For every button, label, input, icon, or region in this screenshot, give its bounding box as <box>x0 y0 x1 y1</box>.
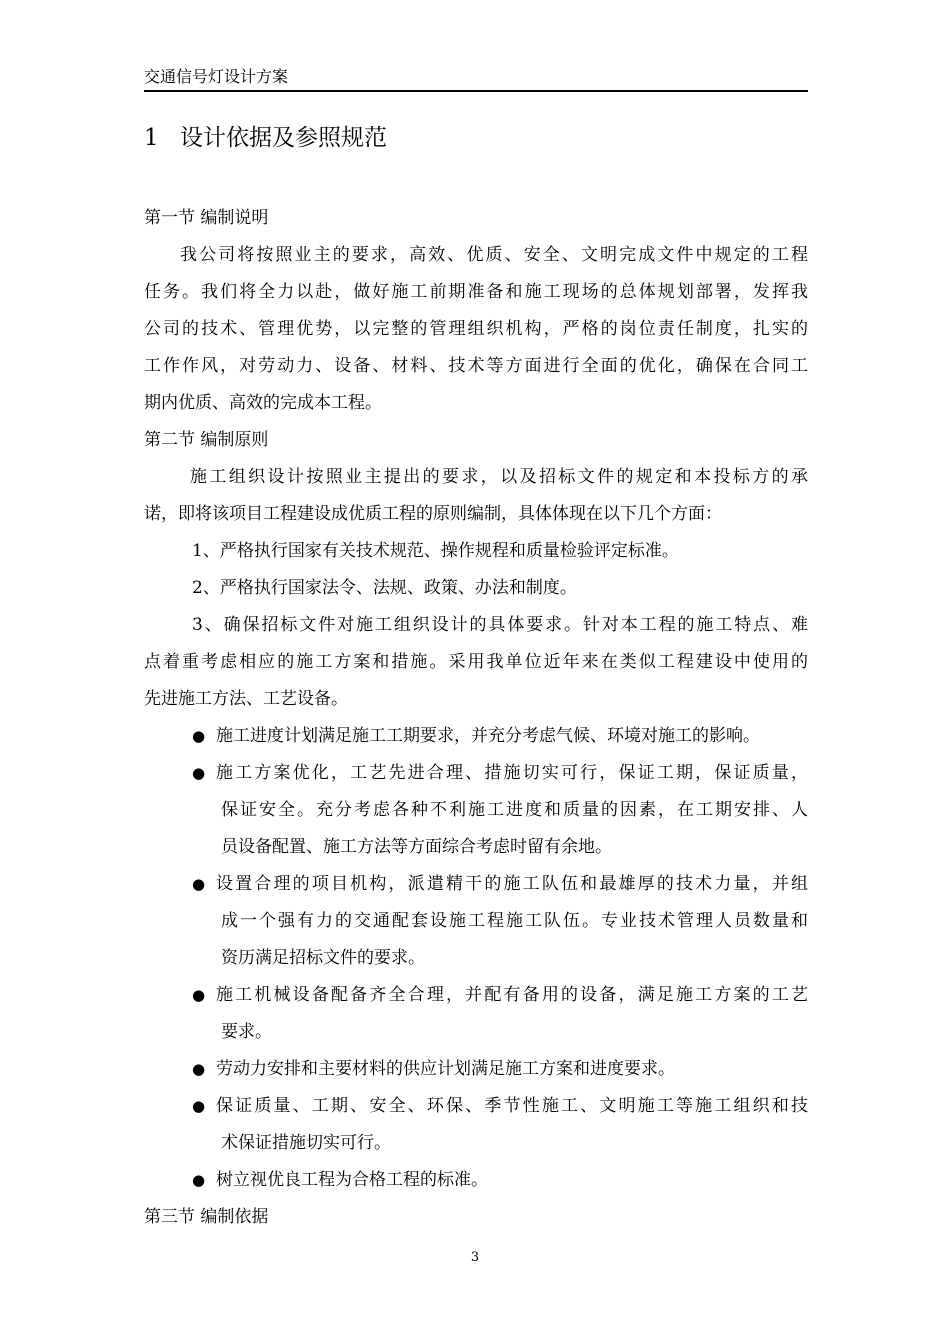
document-body <box>144 200 808 1236</box>
bullet-continuation: 要求。 <box>221 1022 272 1042</box>
paragraph-line: 诺，即将该项目工程建设成优质工程的原则编制，具体体现在以下几个方面： <box>144 504 722 524</box>
section-1-title: 第一节 编制说明 <box>144 208 269 228</box>
paragraph-line: 施工组织设计按照业主提出的要求，以及招标文件的规定和本投标方的承 <box>190 467 808 487</box>
page-number: 3 <box>470 1250 480 1265</box>
chapter-heading <box>144 122 387 154</box>
bullet-continuation: 资历满足招标文件的要求。 <box>221 948 425 968</box>
bullet-icon: ● <box>192 1060 206 1078</box>
bullet-continuation: 员设备配置、施工方法等方面综合考虑时留有余地。 <box>221 837 612 857</box>
chapter-title: 设计依据及参照规范 <box>180 125 387 151</box>
section-3-title: 第三节 编制依据 <box>144 1207 269 1227</box>
page-header-title: 交通信号灯设计方案 <box>144 67 289 86</box>
paragraph-line: 点着重考虑相应的施工方案和措施。采用我单位近年来在类似工程建设中使用的 <box>144 652 808 672</box>
bullet-text: 保证质量、工期、安全、环保、季节性施工、文明施工等施工组织和技 <box>216 1096 808 1116</box>
bullet-icon: ● <box>192 764 206 782</box>
bullet-icon: ● <box>192 1171 206 1189</box>
paragraph-line: 先进施工方法、工艺设备。 <box>144 689 348 709</box>
bullet-icon: ● <box>192 1097 206 1115</box>
paragraph-line: 公司的技术、管理优势，以完整的管理组织机构，严格的岗位责任制度，扎实的 <box>144 319 808 339</box>
chapter-number: 1 <box>144 125 159 151</box>
bullet-item <box>144 718 808 755</box>
header-rule <box>144 90 808 92</box>
bullet-item <box>144 1088 808 1125</box>
bullet-text: 施工进度计划满足施工工期要求，并充分考虑气候、环境对施工的影响。 <box>216 726 760 746</box>
bullet-text: 施工方案优化，工艺先进合理、措施切实可行，保证工期，保证质量， <box>216 763 808 783</box>
bullet-item <box>144 1051 808 1088</box>
bullet-text: 设置合理的项目机构，派遣精干的施工队伍和最雄厚的技术力量，并组 <box>216 874 808 894</box>
section-2-title: 第二节 编制原则 <box>144 430 269 450</box>
paragraph-line: 工作作风，对劳动力、设备、材料、技术等方面进行全面的优化，确保在合同工 <box>144 356 808 376</box>
bullet-item <box>144 977 808 1014</box>
bullet-continuation: 保证安全。充分考虑各种不利施工进度和质量的因素，在工期安排、人 <box>221 800 808 820</box>
bullet-continuation: 术保证措施切实可行。 <box>221 1133 391 1153</box>
numbered-item: 2、严格执行国家法令、法规、政策、办法和制度。 <box>192 578 577 598</box>
bullet-icon: ● <box>192 875 206 893</box>
numbered-item: 3、确保招标文件对施工组织设计的具体要求。针对本工程的施工特点、难 <box>192 615 808 635</box>
bullet-item <box>144 1162 808 1199</box>
bullet-icon: ● <box>192 727 206 745</box>
bullet-text: 树立视优良工程为合格工程的标准。 <box>216 1170 488 1190</box>
paragraph-line: 任务。我们将全力以赴，做好施工前期准备和施工现场的总体规划部署，发挥我 <box>144 282 808 302</box>
paragraph-line: 期内优质、高效的完成本工程。 <box>144 393 382 413</box>
paragraph-line: 我公司将按照业主的要求，高效、优质、安全、文明完成文件中规定的工程 <box>180 245 808 265</box>
numbered-item: 1、严格执行国家有关技术规范、操作规程和质量检验评定标准。 <box>192 541 679 561</box>
bullet-item <box>144 866 808 903</box>
bullet-continuation: 成一个强有力的交通配套设施工程施工队伍。专业技术管理人员数量和 <box>221 911 808 931</box>
bullet-text: 施工机械设备配备齐全合理，并配有备用的设备，满足施工方案的工艺 <box>216 985 808 1005</box>
bullet-text: 劳动力安排和主要材料的供应计划满足施工方案和进度要求。 <box>216 1059 675 1079</box>
bullet-item <box>144 755 808 792</box>
bullet-icon: ● <box>192 986 206 1004</box>
